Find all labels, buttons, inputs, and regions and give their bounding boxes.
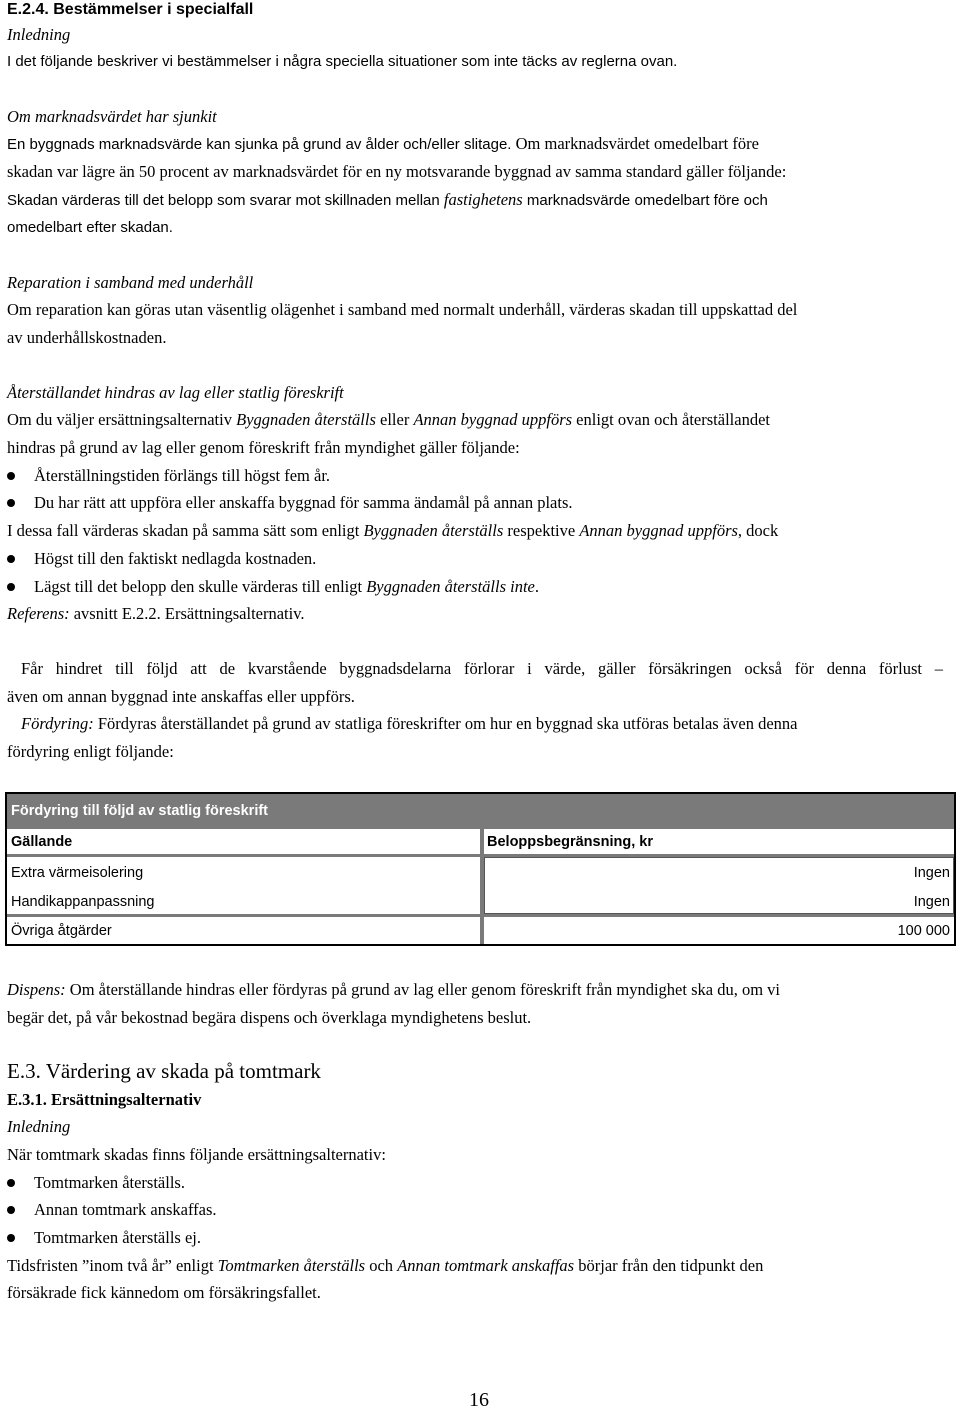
restore-line-1b: Byggnaden återställs xyxy=(236,410,376,429)
row-label-3: Övriga åtgärder xyxy=(11,923,112,939)
row-value-3: 100 000 xyxy=(897,923,950,939)
dispens-line-2: begär det, på vår bekostnad begära dispens och överklaga myndighetens beslut. xyxy=(7,1008,532,1027)
e3-bullet-2: Annan tomtmark anskaffas. xyxy=(34,1200,217,1219)
restore-bullet-3: Högst till den faktiskt nedlagda kostnaden. xyxy=(34,549,317,568)
row-divider xyxy=(7,914,954,917)
market-value-line-3a: Skadan värderas till det belopp som svarar mot skillnaden mellan xyxy=(7,192,440,209)
intro-text: I det följande beskriver vi bestämmelser i några speciella situationer som inte täcks av reglerna ovan. xyxy=(7,53,678,70)
table-caption-text: Fördyring till följd av statlig föreskrift xyxy=(11,803,268,819)
market-value-line-3b: fastighetens xyxy=(443,190,523,209)
bullet-icon xyxy=(7,555,15,563)
header-beloppsbegransning: Beloppsbegränsning, kr xyxy=(487,834,653,850)
hindered-line-2: även om annan byggnad inte anskaffas eller uppförs. xyxy=(7,687,355,706)
restore-line-1 xyxy=(7,410,770,430)
reference-line xyxy=(7,604,305,624)
market-value-line-3c: marknadsvärde omedelbart före och xyxy=(526,192,768,209)
fordyring-label: Fördyring: xyxy=(21,714,94,733)
bullet-icon xyxy=(7,1206,15,1214)
page-number: 16 xyxy=(469,1389,489,1411)
restore-line-1c: eller xyxy=(380,410,410,429)
e3-bullet-3: Tomtmarken återställs ej. xyxy=(34,1228,201,1247)
restore-line-3a: I dessa fall värderas skadan på samma sätt som enligt xyxy=(7,521,360,540)
e3-line-2: försäkrade fick kännedom om försäkringsfallet. xyxy=(7,1283,321,1302)
hindered-line-1: Får hindret till följd att de kvarstående byggnadsdelarna förlorar i värde, gäller försäkringen också för denna förlust – xyxy=(21,659,943,678)
restore-bullet-1: Återställningstiden förlängs till högst fem år. xyxy=(34,466,331,485)
restore-line-3b: Byggnaden återställs xyxy=(363,521,504,540)
restore-bullet-2: Du har rätt att uppföra eller anskaffa byggnad för samma ändamål på annan plats. xyxy=(34,493,573,512)
intro-heading: Inledning xyxy=(7,25,71,44)
row-label-2: Handikappanpassning xyxy=(11,894,155,910)
e3-line-1d: Annan tomtmark anskaffas xyxy=(397,1256,575,1275)
header-gallande: Gällande xyxy=(11,834,73,850)
reference-label: Referens: xyxy=(7,604,70,623)
market-value-heading: Om marknadsvärdet har sjunkit xyxy=(7,107,217,126)
restore-line-3 xyxy=(7,521,778,541)
restore-line-1e: enligt ovan och återställandet xyxy=(576,410,770,429)
market-value-line-1 xyxy=(7,134,759,155)
market-value-line-3 xyxy=(7,190,768,211)
section-heading: E.2.4. Bestämmelser i specialfall xyxy=(7,1,254,18)
restore-line-1d: Annan byggnad uppförs xyxy=(413,410,573,429)
reference-link[interactable]: avsnitt E.2.2. Ersättningsalternativ. xyxy=(73,604,305,623)
e3-line-1a: Tidsfristen ”inom två år” enligt xyxy=(7,1256,214,1275)
restore-bullet-4 xyxy=(34,577,539,597)
market-value-line-4: omedelbart efter skadan. xyxy=(7,219,173,236)
dispens-text: Om återställande hindras eller fördyras på grund av lag eller genom föreskrift från myndighet ska du, om vi xyxy=(69,980,780,999)
market-value-line-1b: Om marknadsvärdet omedelbart före xyxy=(515,134,759,153)
e3-line-1c: och xyxy=(369,1256,394,1275)
e3-line-1b: Tomtmarken återställs xyxy=(217,1256,366,1275)
e3-heading: E.3. Värdering av skada på tomtmark xyxy=(7,1059,321,1083)
market-value-line-2: skadan var lägre än 50 procent av marknadsvärdet för en ny motsvarande byggnad av samma standard gäller följande: xyxy=(7,162,787,181)
dispens-label: Dispens: xyxy=(7,980,66,999)
restore-line-1a: Om du väljer ersättningsalternativ xyxy=(7,410,232,429)
bullet-icon xyxy=(7,583,15,591)
e3-line-1e: börjar från den tidpunkt den xyxy=(578,1256,764,1275)
repair-heading: Reparation i samband med underhåll xyxy=(7,273,254,292)
e3-intro-heading: Inledning xyxy=(7,1117,71,1136)
row-value-1: Ingen xyxy=(913,865,950,881)
fordyring-line-1 xyxy=(21,714,797,734)
e3-subheading: E.3.1. Ersättningsalternativ xyxy=(7,1090,202,1109)
market-value-line-1a: En byggnads marknadsvärde kan sjunka på grund av ålder och/eller slitage. xyxy=(7,136,512,153)
e3-bullet-1: Tomtmarken återställs. xyxy=(34,1173,185,1192)
e3-line-1 xyxy=(7,1256,763,1276)
bullet-icon xyxy=(7,1234,15,1242)
fordyring-text: Fördyras återställandet på grund av statliga föreskrifter om hur en byggnad ska utföras betalas även denna xyxy=(97,714,798,733)
repair-line-1: Om reparation kan göras utan väsentlig olägenhet i samband med normalt underhåll, värderas skadan till uppskattad del xyxy=(7,300,798,319)
repair-line-2: av underhållskostnaden. xyxy=(7,328,167,347)
restore-line-3c: respektive xyxy=(507,521,576,540)
bullet-icon xyxy=(7,1179,15,1187)
restore-line-3e: , dock xyxy=(737,521,779,540)
fordyring-table xyxy=(5,792,956,946)
restore-heading: Återställandet hindras av lag eller statlig föreskrift xyxy=(7,383,344,402)
restore-line-2: hindras på grund av lag eller genom föreskrift från myndighet gäller följande: xyxy=(7,438,520,457)
fordyring-line-2: fördyring enligt följande: xyxy=(7,742,174,761)
amount-box xyxy=(484,857,954,914)
restore-line-3d: Annan byggnad uppförs xyxy=(579,521,738,540)
row-divider xyxy=(7,827,954,829)
e3-intro: När tomtmark skadas finns följande ersättningsalternativ: xyxy=(7,1145,386,1164)
row-value-2: Ingen xyxy=(913,894,950,910)
restore-bullet-4c: . xyxy=(534,577,539,596)
dispens-line-1 xyxy=(7,980,780,1000)
bullet-icon xyxy=(7,499,15,507)
restore-bullet-4a: Lägst till det belopp den skulle värderas till enligt xyxy=(34,577,363,596)
table-caption xyxy=(7,794,954,827)
bullet-icon xyxy=(7,472,15,480)
row-label-1: Extra värmeisolering xyxy=(11,865,144,881)
restore-bullet-4b: Byggnaden återställs inte xyxy=(366,577,535,596)
